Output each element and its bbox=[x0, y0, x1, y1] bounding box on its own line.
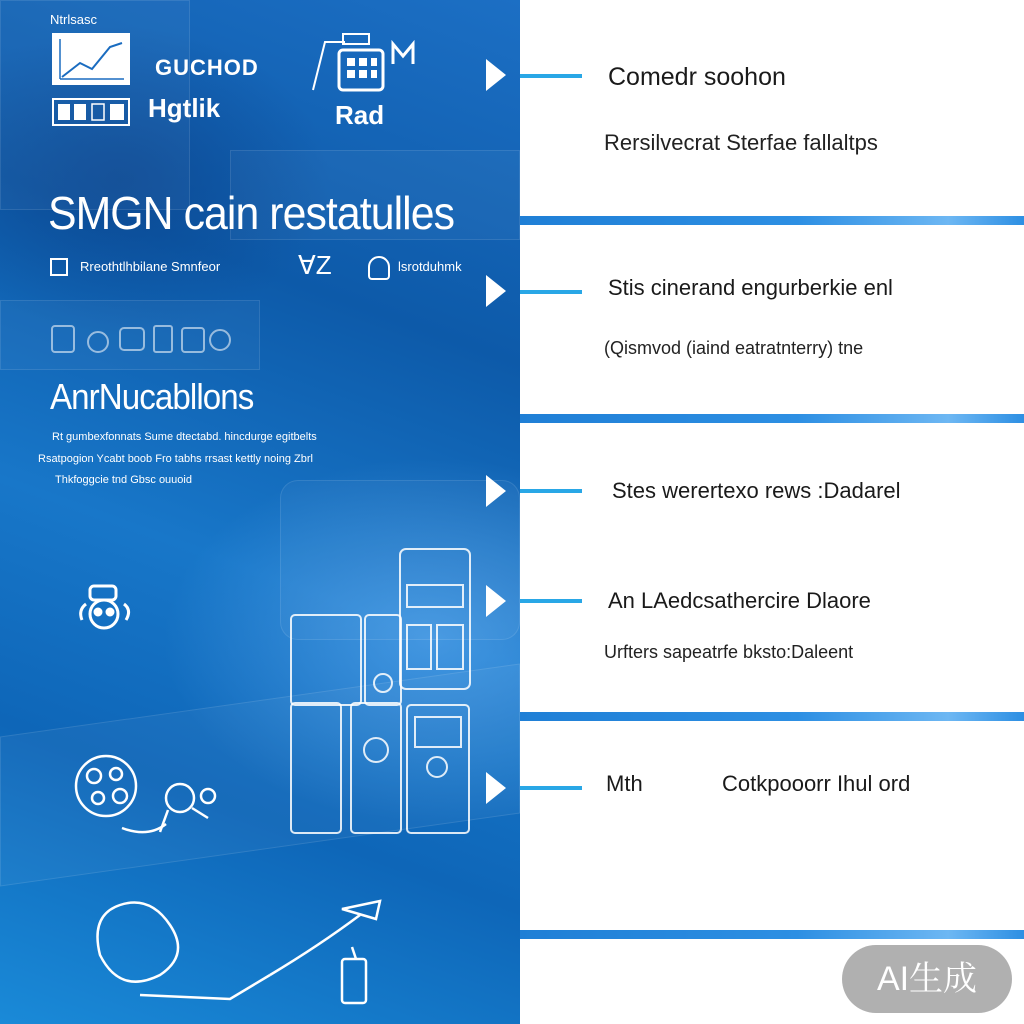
robot-doodle-icon bbox=[76, 580, 136, 645]
subline-right: lsrotduhmk bbox=[398, 259, 462, 274]
body-line: Rsatpogion Ycabt boob Fro tabhs rrsast kettly noing Zbrl bbox=[38, 453, 313, 465]
item-desc: Urfters sapeatrfe bksto:Daleent bbox=[604, 642, 854, 662]
logo-text: GUCHOD bbox=[155, 55, 259, 80]
register-icon bbox=[305, 28, 425, 103]
keyboard-icon bbox=[52, 98, 130, 131]
connector-line bbox=[520, 489, 582, 493]
network-doodle-icon bbox=[68, 748, 228, 848]
faint-icon-row bbox=[50, 320, 240, 365]
headline: SMGN cain restatulles bbox=[48, 187, 455, 239]
item-title: Comedr soohon bbox=[608, 63, 786, 91]
ai-generated-badge: AI生成 bbox=[842, 945, 1012, 1013]
devices-illustration bbox=[285, 545, 500, 835]
item-desc: (Qismvod (iaind eatratnterry) tne bbox=[604, 338, 864, 358]
section-title: AnrNucabllons bbox=[50, 376, 254, 417]
chart-icon bbox=[52, 33, 130, 85]
arrow-notch-icon bbox=[486, 585, 506, 617]
arrow-notch-icon bbox=[486, 772, 506, 804]
section-divider bbox=[520, 216, 1024, 225]
subline: Rreothtlhbilane Smnfeor bbox=[80, 259, 221, 274]
feature-list bbox=[520, 0, 1024, 1024]
travel-doodle-icon bbox=[80, 895, 400, 1020]
connector-line bbox=[520, 74, 582, 78]
arrow-notch-icon bbox=[486, 59, 506, 91]
item-title-prefix: Mth bbox=[606, 771, 643, 796]
body-line: Thkfoggcie tnd Gbsc ouuoid bbox=[55, 474, 192, 486]
arrow-notch-icon bbox=[486, 275, 506, 307]
section-divider bbox=[520, 930, 1024, 939]
item-title: Stis cinerand engurberkie enl bbox=[608, 275, 893, 300]
item-title: Stes werertexo rews :Dadarel bbox=[612, 478, 901, 503]
section-divider bbox=[520, 712, 1024, 721]
vz-icon: ∀Z bbox=[298, 250, 332, 280]
item-title: An LAedcsathercire Dlaore bbox=[608, 588, 871, 613]
corner-label: Ntrlsasc bbox=[50, 12, 97, 27]
section-divider bbox=[520, 414, 1024, 423]
item-desc: Rersilvecrat Sterfae fallaltps bbox=[604, 130, 878, 155]
user-icon bbox=[368, 256, 390, 280]
body-line: Rt gumbexfonnats Sume dtectabd. hincdurge egitbelts bbox=[52, 431, 317, 443]
item-title: Cotkpooorr Ihul ord bbox=[722, 771, 911, 796]
checkbox-icon bbox=[50, 258, 68, 276]
logo-text: Rad bbox=[335, 100, 385, 130]
connector-line bbox=[520, 786, 582, 790]
logo-text: Hgtlik bbox=[148, 93, 221, 123]
arrow-notch-icon bbox=[486, 475, 506, 507]
connector-line bbox=[520, 599, 582, 603]
connector-line bbox=[520, 290, 582, 294]
